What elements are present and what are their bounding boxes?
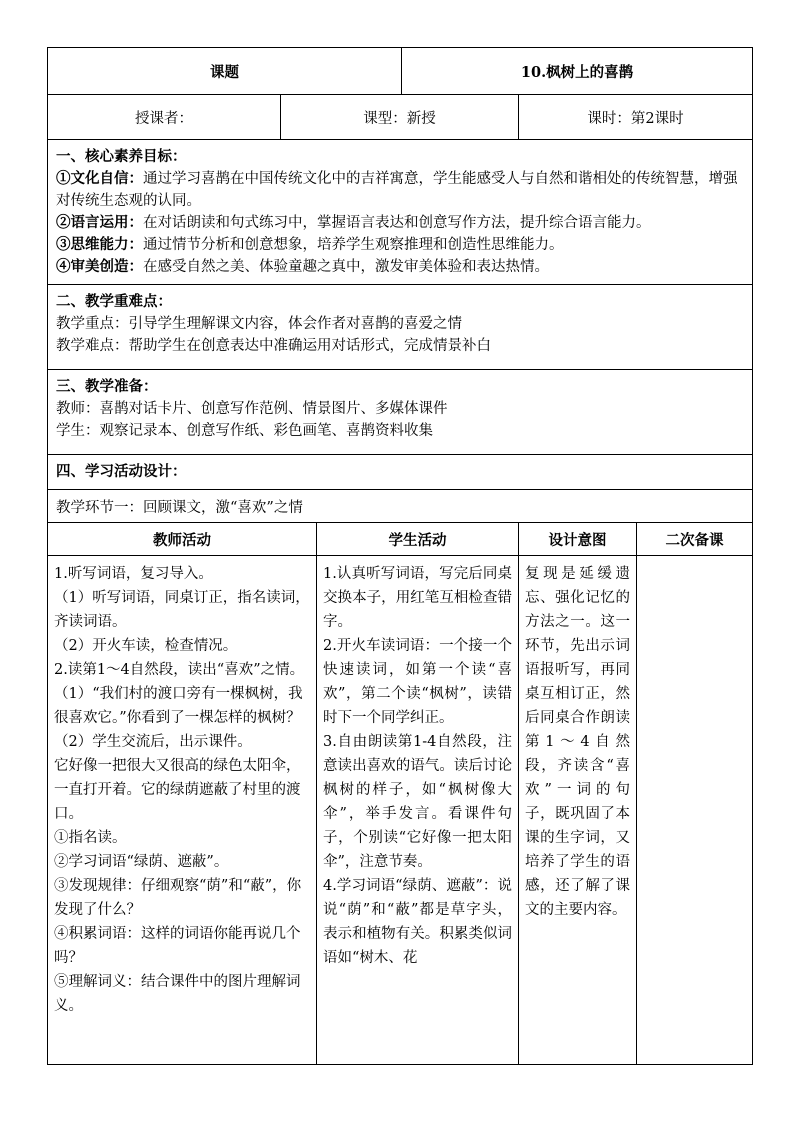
column-teacher-activity: 教师活动 [48,523,317,556]
teaching-focus: 教学重点：引导学生理解课文内容，体会作者对喜鹊的喜爱之情 [56,316,462,332]
topic-label: 课题 [48,48,402,95]
teacher-activity-line: （2）开火车读，检查情况。 [54,638,238,654]
goal-item [56,256,744,278]
student-activity-line: 3.自由朗读第1-4自然段，注意读出喜欢的语气。读后讨论枫树的样子，如“枫树像大伞”，举手发言。看课件句子，个别读“它好像一把太阳伞”，注意节奏。 [323,734,512,870]
second-prep-cell [637,556,753,1065]
topic-value: 10.枫树上的喜鹊 [402,48,753,95]
teaching-difficulty: 教学难点：帮助学生在创意表达中准确运用对话形式，完成情景补白 [56,338,491,354]
difficulties-heading: 二、教学重难点： [56,293,172,310]
column-second-prep: 二次备课 [637,523,753,556]
preparation-row [48,370,753,455]
lesson-type: 课型：新授 [281,95,519,140]
preparation-section [48,370,753,455]
student-activity-line: 2.开火车读词语：一个接一个快速读词，如第一个读“喜欢”，第二个读“枫树”，读错时下一个同学纠正。 [323,638,512,726]
goal-item [56,212,744,234]
teacher-preparation: 教师：喜鹊对话卡片、创意写作范例、情景图片、多媒体课件 [56,401,448,417]
teacher-activity-line: 1.听写词语，复习导入。 [54,566,213,582]
column-design-intent: 设计意图 [519,523,637,556]
teacher-activity-line: （2）学生交流后，出示课件。 [54,734,252,750]
activities-body-row [48,556,753,1065]
lesson-plan-page [47,47,752,1065]
stage-title: 教学环节一：回顾课文，激“喜欢”之情 [48,490,753,523]
teacher-activity-cell [48,556,317,1065]
student-activity-line: 1.认真听写词语，写完后同桌交换本子，用红笔互相检查错字。 [323,566,512,630]
goal-text: 在感受自然之美、体验童趣之真中，激发审美体验和表达热情。 [143,259,549,275]
goal-text: 通过学习喜鹊在中国传统文化中的吉祥寓意，学生能感受人与自然和谐相处的传统智慧，增强对传统生态观的认同。 [56,171,738,209]
design-intent-text: 复现是延缓遗忘、强化记忆的方法之一。这一环节，先出示词语报听写，再同桌互相订正，然后同桌合作朗读第1～4自然段，齐读含“喜欢”一词的句子，既巩固了本课的生字词，又培养了学生的语感，还了解了课文的主要内容。 [525,566,630,918]
lesson-period: 课时：第2课时 [519,95,753,140]
student-activity-cell [317,556,519,1065]
student-activity-line: 4.学习词语“绿荫、遮蔽”：说说“荫”和“蔽”都是草字头，表示和植物有关。积累类似词语如“树木、花 [323,878,512,966]
teacher-activity-line: ①指名读。 [54,830,127,846]
teacher-activity-line: ④积累词语：这样的词语你能再说几个吗？ [54,926,301,966]
goals-section [48,140,753,285]
goals-row [48,140,753,285]
design-intent-cell [519,556,637,1065]
column-student-activity: 学生活动 [317,523,519,556]
title-row [48,48,753,95]
teacher-activity-line: ②学习词语“绿荫、遮蔽”。 [54,854,229,870]
teacher-activity-line: （1）听写词语，同桌订正，指名读词，齐读词语。 [54,590,310,630]
teacher-activity-line: 2.读第1～4自然段，读出“喜欢”之情。 [54,662,305,678]
goal-label: ②语言运用： [56,214,143,231]
goal-item [56,234,744,256]
activities-heading-row [48,455,753,490]
difficulties-row [48,285,753,370]
teacher-activity-line: ⑤理解词义：结合课件中的图片理解词义。 [54,974,301,1014]
info-row [48,95,753,140]
goals-heading: 一、核心素养目标： [56,148,187,165]
stage-row [48,490,753,523]
activities-header-row [48,523,753,556]
goal-label: ④审美创造： [56,258,143,275]
goal-text: 通过情节分析和创意想象，培养学生观察推理和创造性思维能力。 [143,237,564,253]
lesson-plan-table [47,47,753,1065]
goal-text: 在对话朗读和句式练习中，掌握语言表达和创意写作方法，提升综合语言能力。 [143,215,651,231]
teacher-activity-line: ③发现规律：仔细观察“荫”和“蔽”，你发现了什么？ [54,878,302,918]
activities-heading: 四、学习活动设计： [48,455,753,490]
teacher-activity-line: 它好像一把很大又很高的绿色太阳伞，一直打开着。它的绿荫遮蔽了村里的渡口。 [54,758,301,822]
difficulties-section [48,285,753,370]
teacher-activity-line: （1）“我们村的渡口旁有一棵枫树，我很喜欢它。”你看到了一棵怎样的枫树？ [54,686,303,726]
goal-label: ①文化自信： [56,170,143,187]
teacher-field: 授课者： [48,95,281,140]
goal-item [56,168,744,212]
preparation-heading: 三、教学准备： [56,378,158,395]
student-preparation: 学生：观察记录本、创意写作纸、彩色画笔、喜鹊资料收集 [56,423,433,439]
goal-label: ③思维能力： [56,236,143,253]
